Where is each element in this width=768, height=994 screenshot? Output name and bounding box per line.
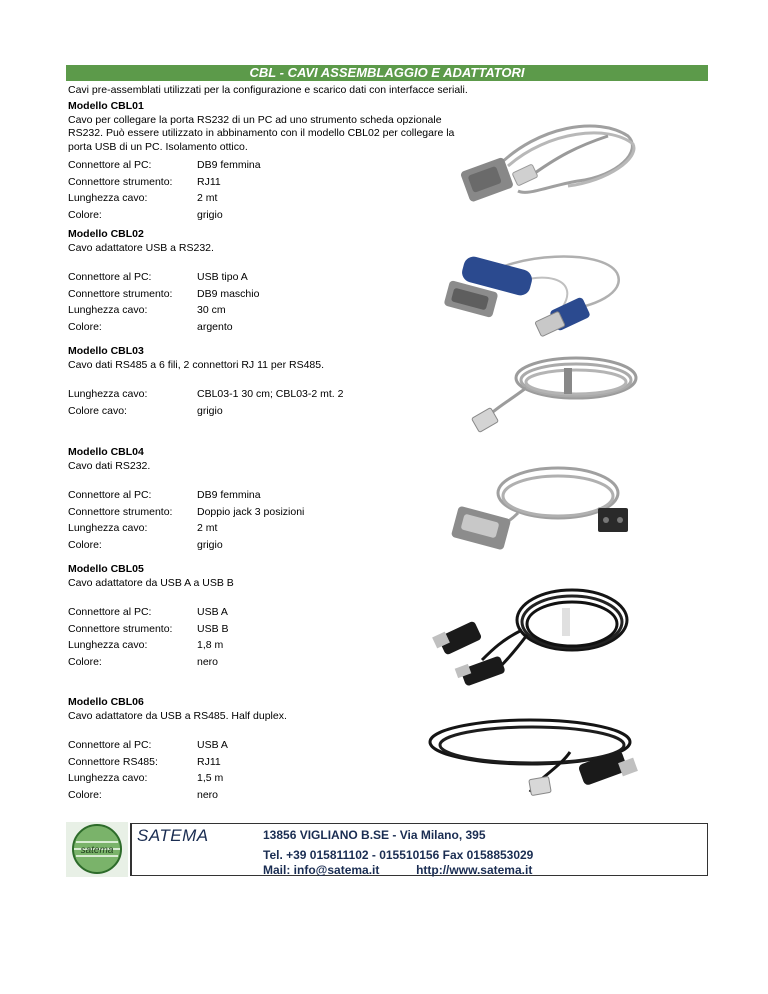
spec-row	[68, 787, 468, 804]
spec-label: Connettore al PC:	[68, 159, 152, 171]
cable-cbl04-image	[448, 458, 638, 568]
product-section-cbl05	[68, 563, 468, 670]
spec-value: 1,5 m	[197, 772, 224, 784]
product-section-cbl01	[68, 100, 468, 223]
spec-row	[68, 174, 468, 191]
spec-value: CBL03-1 30 cm; CBL03-2 mt. 2	[197, 388, 344, 400]
spec-label: Connettore strumento:	[68, 505, 173, 518]
spec-label: Colore:	[68, 208, 102, 221]
product-description: Cavo adattatore da USB a RS485. Half duplex.	[68, 709, 287, 722]
satema-logo	[66, 822, 128, 877]
spec-label: Colore cavo:	[68, 404, 127, 417]
spec-row	[68, 737, 468, 754]
spec-value: grigio	[197, 404, 223, 417]
spec-row	[68, 302, 468, 319]
spec-row	[68, 319, 468, 336]
spec-row	[68, 286, 468, 303]
spec-row	[68, 604, 468, 621]
spec-row	[68, 621, 468, 638]
product-title: Modello CBL04	[68, 446, 144, 458]
spec-label: Connettore al PC:	[68, 739, 152, 751]
page-title: CBL - CAVI ASSEMBLAGGIO E ADATTATORI	[249, 65, 525, 80]
spec-label: Connettore strumento:	[68, 622, 173, 635]
svg-text:satema: satema	[80, 845, 114, 856]
product-description: Cavo adattatore da USB A a USB B	[68, 576, 234, 589]
spec-label: Colore:	[68, 320, 102, 333]
cable-cbl01-image	[458, 96, 648, 224]
product-description: Cavo per collegare la porta RS232 di un PC ad uno strumento scheda opzionale RS232. Può essere utilizzato in abbinamento con il modello CBL02 per collegare la porta USB di un PC. Isolamento ottico.	[68, 113, 455, 153]
footer-contacts	[263, 863, 532, 877]
spec-label: Lunghezza cavo:	[68, 522, 148, 534]
spec-row	[68, 269, 468, 286]
spec-row	[68, 537, 468, 554]
spec-value: USB tipo A	[197, 271, 248, 283]
spec-value: RJ11	[197, 755, 221, 768]
spec-value: nero	[197, 655, 219, 668]
spec-label: Lunghezza cavo:	[68, 192, 148, 204]
product-section-cbl04	[68, 446, 468, 553]
cable-cbl02-image	[442, 248, 632, 348]
spec-value: USB A	[197, 606, 228, 618]
product-title: Modello CBL01	[68, 100, 144, 112]
spec-label: Connettore al PC:	[68, 606, 152, 618]
spec-value: 30 cm	[197, 304, 226, 316]
product-title: Modello CBL02	[68, 228, 144, 240]
footer-mail[interactable]: Mail: info@satema.it	[263, 863, 380, 877]
product-title: Modello CBL05	[68, 563, 144, 575]
product-description: Cavo dati RS232.	[68, 459, 151, 472]
footer-web[interactable]: http://www.satema.it	[416, 863, 533, 877]
header-bar	[66, 65, 708, 81]
product-section-cbl06	[68, 696, 468, 803]
product-section-cbl02	[68, 228, 468, 335]
spec-row	[68, 157, 468, 174]
spec-label: Lunghezza cavo:	[68, 388, 148, 400]
spec-row	[68, 754, 468, 771]
spec-row	[68, 504, 468, 521]
product-title: Modello CBL06	[68, 696, 144, 708]
spec-label: Connettore RS485:	[68, 755, 158, 768]
spec-row	[68, 190, 468, 207]
product-title: Modello CBL03	[68, 345, 144, 357]
spec-row	[68, 520, 468, 537]
spec-row	[68, 386, 468, 403]
spec-value: Doppio jack 3 posizioni	[197, 505, 305, 518]
product-section-cbl03	[68, 345, 468, 419]
intro-text: Cavi pre-assemblati utilizzati per la configurazione e scarico dati con interfacce seriali.	[68, 84, 468, 96]
spec-value: 2 mt	[197, 192, 218, 204]
spec-value: USB B	[197, 622, 229, 635]
spec-row	[68, 770, 468, 787]
spec-value: 1,8 m	[197, 639, 224, 651]
spec-value: DB9 maschio	[197, 287, 260, 300]
spec-value: DB9 femmina	[197, 159, 261, 171]
spec-label: Lunghezza cavo:	[68, 304, 148, 316]
spec-value: RJ11	[197, 175, 221, 188]
spec-row	[68, 207, 468, 224]
spec-label: Lunghezza cavo:	[68, 639, 148, 651]
spec-value: 2 mt	[197, 522, 218, 534]
spec-label: Colore:	[68, 655, 102, 668]
spec-label: Lunghezza cavo:	[68, 772, 148, 784]
spec-value: grigio	[197, 208, 223, 221]
product-description: Cavo adattatore USB a RS232.	[68, 241, 214, 254]
spec-label: Connettore strumento:	[68, 175, 173, 188]
spec-row	[68, 637, 468, 654]
footer-brand: SATEMA	[137, 826, 209, 845]
product-description: Cavo dati RS485 a 6 fili, 2 connettori RJ 11 per RS485.	[68, 358, 325, 371]
spec-value: grigio	[197, 538, 223, 551]
cable-cbl03-image	[456, 348, 646, 448]
spec-label: Colore:	[68, 538, 102, 551]
spec-label: Colore:	[68, 788, 102, 801]
spec-row	[68, 403, 468, 420]
cable-cbl06-image	[420, 712, 640, 812]
footer-address: 13856 VIGLIANO B.SE - Via Milano, 395	[263, 828, 486, 842]
cable-cbl05-image	[432, 580, 642, 692]
spec-label: Connettore al PC:	[68, 271, 152, 283]
spec-label: Connettore strumento:	[68, 287, 173, 300]
footer-phone: Tel. +39 015811102 - 015510156 Fax 0158853029	[263, 848, 534, 862]
spec-value: nero	[197, 788, 219, 801]
spec-value: DB9 femmina	[197, 489, 261, 501]
spec-value: argento	[197, 320, 233, 333]
spec-row	[68, 487, 468, 504]
spec-row	[68, 654, 468, 671]
spec-label: Connettore al PC:	[68, 489, 152, 501]
spec-value: USB A	[197, 739, 228, 751]
